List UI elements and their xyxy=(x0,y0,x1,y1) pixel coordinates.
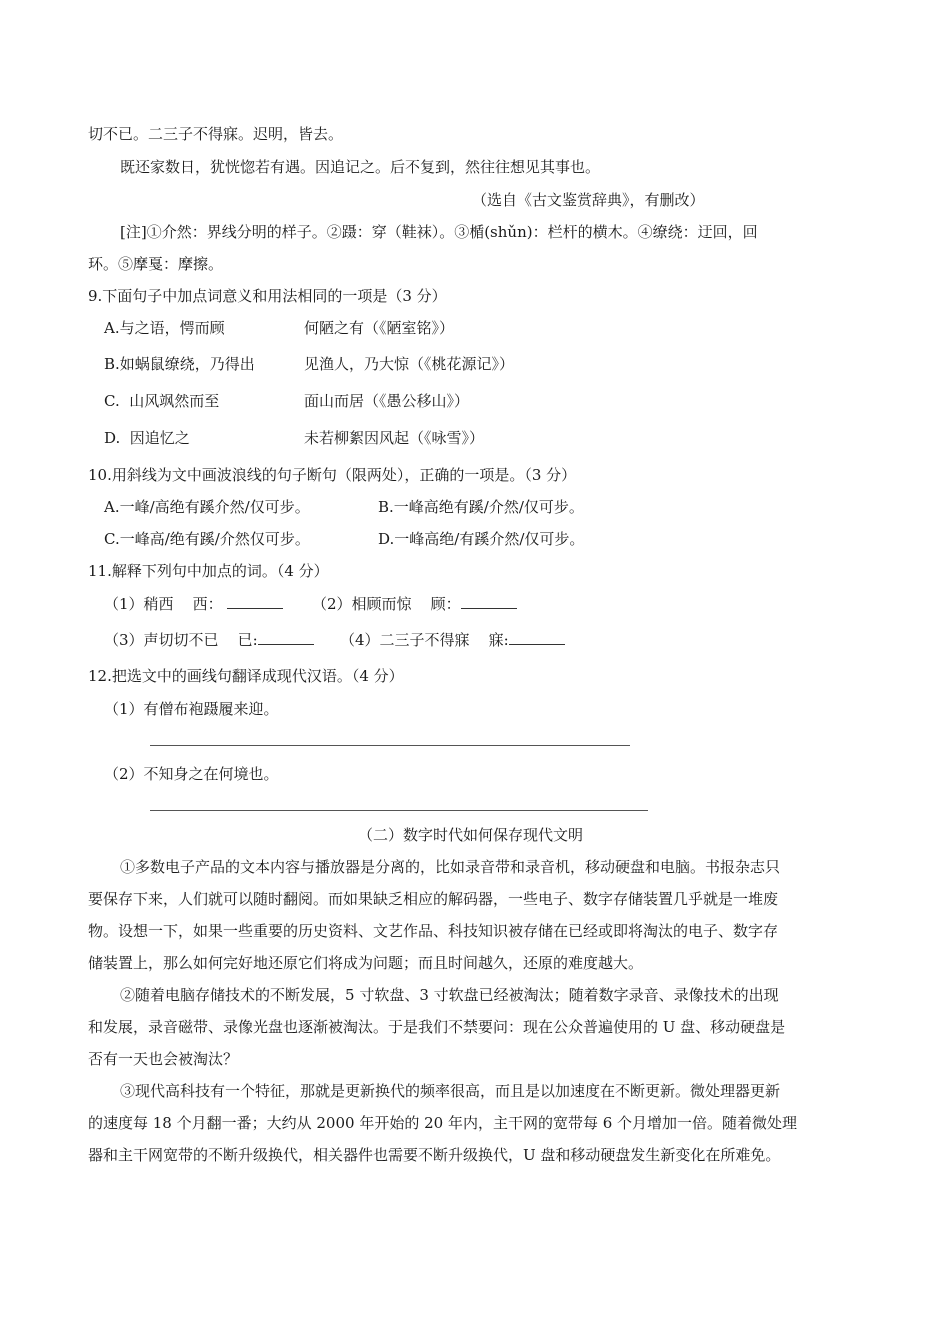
passage-source: （选自《古文鉴赏辞典》，有删改） xyxy=(472,191,705,209)
q9-option-c-right: 面山而居（《愚公移山》） xyxy=(304,392,470,410)
q9-option-a-left: A.与之语，愕而顾 xyxy=(104,319,225,337)
q10-option-a: A.一峰/高绝有蹊介然/仅可步。 xyxy=(104,498,310,516)
q12-stem: 12.把选文中的画线句翻译成现代汉语。（4 分） xyxy=(88,667,404,685)
q9-option-b-right: 见渔人，乃大惊（《桃花源记》） xyxy=(304,355,515,373)
article-p3-line: 器和主干网宽带的不断升级换代，相关器件也需要不断升级换代，U 盘和移动硬盘发生新变化在所难免。 xyxy=(88,1146,781,1164)
passage-note: [注]①介然：界线分明的样子。②蹑：穿（鞋袜）。③楯(shǔn)：栏杆的横木。④缭绕：迂回，回 xyxy=(120,223,758,241)
article-p1-line: 物。设想一下，如果一些重要的历史资料、文艺作品、科技知识被存储在已经或即将淘汰的电子、数字存 xyxy=(88,922,779,940)
q10-option-d: D.一峰高绝/有蹊介然/仅可步。 xyxy=(378,530,585,548)
q12-answer-line-2[interactable] xyxy=(150,810,648,811)
q11-blank-3[interactable] xyxy=(258,630,314,645)
q9-option-d-left: D. 因追忆之 xyxy=(104,429,190,447)
q11-item-4-text: （4）二三子不得寐 寐: xyxy=(340,631,509,649)
article-p2-line: 否有一天也会被淘汰？ xyxy=(88,1050,239,1068)
q9-option-d-right: 未若柳絮因风起（《咏雪》） xyxy=(304,429,485,447)
q9-option-a-right: 何陋之有（《陋室铭》） xyxy=(304,319,455,337)
article-p1-line: 储装置上，那么如何完好地还原它们将成为问题；而且时间越久，还原的难度越大。 xyxy=(88,954,644,972)
q11-item-2 xyxy=(312,594,517,614)
q11-item-1-text: （1）稍西 西： xyxy=(104,595,223,613)
q11-item-1 xyxy=(104,594,283,614)
q11-item-2-text: （2）相顾而惊 顾： xyxy=(312,595,461,613)
q11-blank-1[interactable] xyxy=(227,594,283,609)
q9-stem: 9.下面句子中加点词意义和用法相同的一项是（3 分） xyxy=(88,287,447,305)
q12-answer-line-1[interactable] xyxy=(150,745,630,746)
q11-stem: 11.解释下列句中加点的词。（4 分） xyxy=(88,562,329,580)
q11-item-4 xyxy=(340,630,565,650)
article-p2-line: ②随着电脑存储技术的不断发展，5 寸软盘、3 寸软盘已经被淘汰；随着数字录音、录像技术的出现 xyxy=(120,986,779,1004)
q11-blank-2[interactable] xyxy=(461,594,517,609)
q11-item-3-text: （3）声切切不已 已: xyxy=(104,631,258,649)
q11-blank-4[interactable] xyxy=(509,630,565,645)
passage-note: 环。⑤摩戛：摩擦。 xyxy=(88,255,224,273)
q9-option-b-left: B.如蜗鼠缭绕，乃得出 xyxy=(104,355,255,373)
q10-option-b: B.一峰高绝有蹊/介然/仅可步。 xyxy=(378,498,584,516)
q9-option-c-left: C. 山风飒然而至 xyxy=(104,392,220,410)
article-p3-line: 的速度每 18 个月翻一番；大约从 2000 年开始的 20 年内，主干网的宽带每 6 个月增加一倍。随着微处理 xyxy=(88,1114,798,1132)
article-p1-line: 要保存下来，人们就可以随时翻阅。而如果缺乏相应的解码器，一些电子、数字存储装置几乎就是一堆废 xyxy=(88,890,779,908)
q12-sentence-1: （1）有僧布袍蹑履来迎。 xyxy=(104,700,279,718)
q11-item-3 xyxy=(104,630,314,650)
q10-option-c: C.一峰高/绝有蹊/介然仅可步。 xyxy=(104,530,310,548)
article-p1-line: ①多数电子产品的文本内容与播放器是分离的，比如录音带和录音机，移动硬盘和电脑。书报杂志只 xyxy=(120,858,781,876)
article-p3-line: ③现代高科技有一个特征，那就是更新换代的频率很高，而且是以加速度在不断更新。微处理器更新 xyxy=(120,1082,781,1100)
article-title: （二）数字时代如何保存现代文明 xyxy=(358,826,584,844)
q12-sentence-2: （2）不知身之在何境也。 xyxy=(104,765,279,783)
passage-line: 切不已。二三子不得寐。迟明，皆去。 xyxy=(88,125,344,143)
article-p2-line: 和发展，录音磁带、录像光盘也逐渐被淘汰。于是我们不禁要问：现在公众普遍使用的 U 盘、移动硬盘是 xyxy=(88,1018,786,1036)
passage-line: 既还家数日，犹恍惚若有遇。因追记之。后不复到，然往往想见其事也。 xyxy=(120,158,601,176)
q10-stem: 10.用斜线为文中画波浪线的句子断句（限两处），正确的一项是。（3 分） xyxy=(88,466,577,484)
